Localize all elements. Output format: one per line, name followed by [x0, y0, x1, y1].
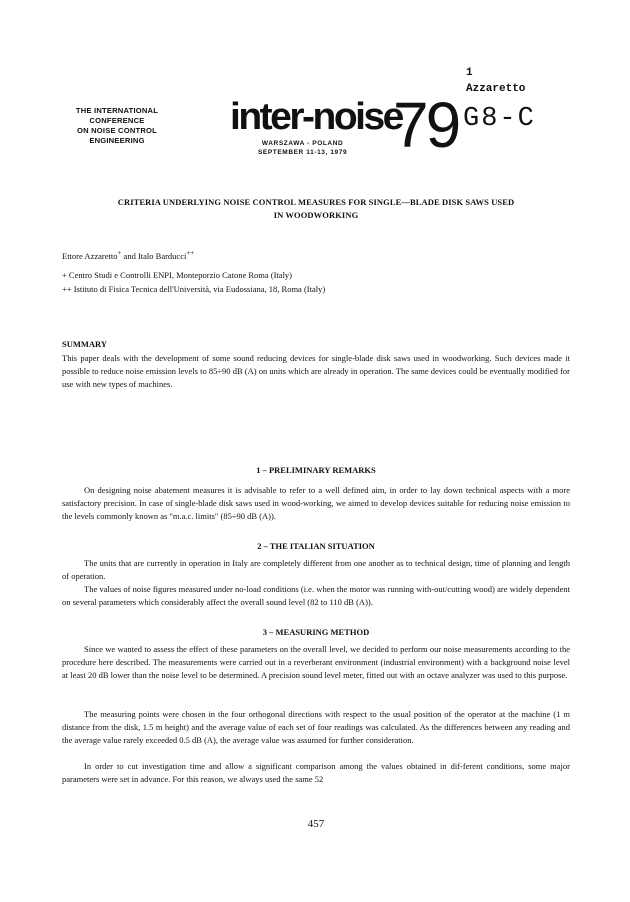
conference-block [62, 106, 172, 146]
conference-line: CONFERENCE [89, 116, 145, 125]
title-line: IN WOODWORKING [273, 210, 359, 220]
section-heading: 2 – THE ITALIAN SITUATION [257, 541, 375, 551]
author-connector: and [121, 250, 138, 261]
location-line: WARSZAWA - POLAND [261, 140, 344, 147]
section-paragraph: Since we wanted to assess the effect of these parameters on the overall level, we decided to perform our noise measurements according to the procedure here described. The measurements were carried out in a reverberant environment (industrial environment) with a background noise level at least 20 dB lower than the noise level to be determined. A precision sound level meter, fitted out with an octave analyzer was used to this purpose. [62, 644, 570, 680]
title-line: CRITERIA UNDERLYING NOISE CONTROL MEASURES FOR SINGLE—BLADE DISK SAWS USED [117, 197, 515, 207]
affiliation-mark: ++ [186, 249, 195, 257]
page-index: 1 [466, 67, 473, 79]
conference-line: ENGINEERING [89, 136, 145, 145]
running-author: Azzaretto [466, 83, 526, 95]
summary-text: This paper deals with the development of some sound reducing devices for single-blade disk saws used in woodworking. Such devices made it possible to reduce noise emission levels to 85÷90 dB (A) on units which are already in operation. The same devices could be eventually modified for use with new types of machines. [62, 353, 570, 389]
conference-line: ON NOISE CONTROL [77, 126, 157, 135]
session-code: G8-C [463, 104, 536, 134]
internoise-logo: inter-noise [230, 95, 402, 138]
location-block [258, 139, 347, 157]
affiliation: + Centro Studi e Controlli ENPI, Monteporzio Catone Roma (Italy) [62, 270, 293, 280]
logo-year: 79 [393, 89, 459, 161]
section-paragraph: The units that are currently in operation in Italy are completely different from one another as to technical design, time of planning and length of operation. [62, 558, 570, 581]
paper-title [62, 196, 570, 222]
author-name: Italo Barducci [137, 250, 187, 261]
affiliation: ++ Istituto di Fisica Tecnica dell'Università, via Eudossiana, 18, Roma (Italy) [62, 284, 326, 294]
conference-line: THE INTERNATIONAL [75, 106, 159, 115]
author-line [62, 249, 194, 261]
location-line: SEPTEMBER 11-13, 1979 [258, 149, 348, 156]
section-paragraph: In order to cut investigation time and allow a significant comparison among the values obtained in dif-ferent conditions, some major parameters were set in advance. For this reason, we always used the same 52 [62, 761, 570, 784]
affiliation-mark: + [117, 249, 122, 257]
section-heading: 3 – MEASURING METHOD [262, 627, 370, 637]
section-paragraph: The values of noise figures measured under no-load conditions (i.e. when the motor was running with-out/cutting wood) are widely dependent on several parameters which considerably affect the overall sound level (82 to 110 dB (A)). [62, 584, 570, 607]
author-name: Ettore Azzaretto [62, 250, 118, 261]
section-paragraph: On designing noise abatement measures it is advisable to refer to a well defined aim, in order to lay down technical aspects with a more satisfactory precision. In case of single-blade disk saws used in wood-working, we aimed to develop devices suitable for reducing noise emission to the levels commonly known as "m.a.c. limits" (85÷90 dB (A)). [62, 485, 570, 521]
section-paragraph: The measuring points were chosen in the four orthogonal directions with respect to the usual position of the operator at the machine (1 m distance from the disk, 1.5 m height) and the average value of each set of four readings was calculated. As the differences between any reading and the average value rarely exceeded 0.5 dB (A), the average value was assumed for further consideration. [62, 709, 570, 745]
section-heading: 1 – PRELIMINARY REMARKS [256, 465, 376, 475]
summary-heading: SUMMARY [62, 339, 108, 349]
page-number: 457 [307, 818, 325, 830]
